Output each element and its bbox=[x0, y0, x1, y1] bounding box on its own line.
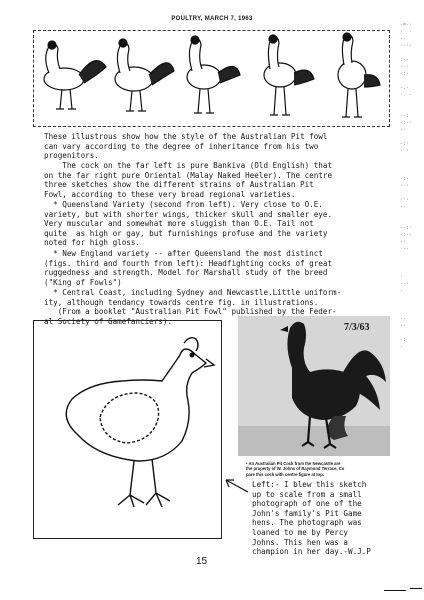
hen-outline-drawing bbox=[34, 321, 218, 535]
page-number: 15 bbox=[196, 556, 208, 567]
photo-caption: • An Australian Pit Cock from the Newcastle are the property of W. Johns of Raymond Terrace, Co pare this cock with centre figure at top. bbox=[246, 461, 345, 477]
fowl-figure bbox=[187, 36, 240, 113]
bankiva-paragraph: The cock on the far left is pure Bankiva (Old English) that on the far right pure Oriental (Malay Naked Heeler). The centre three sketches show the different strains of Australian Pit Fowl, according to these very broad regional varieties. bbox=[44, 161, 333, 199]
fowl-sketches bbox=[34, 31, 389, 126]
hen-sketch bbox=[33, 320, 222, 539]
fowl-figure bbox=[338, 33, 380, 117]
pointer-arrow-icon bbox=[220, 476, 250, 496]
page-header: POULTRY, MARCH 7, 1963 bbox=[171, 16, 253, 22]
pit-cock-image bbox=[238, 316, 390, 456]
central-coast-paragraph: * Central Coast, including Sydney and Newcastle.Little uniform- ity, although tendancy towards centre fig. in illustrations. (From a booklet "Australian Pit Fowl" published by the Feder- al Society of Gamefanciers). bbox=[44, 288, 342, 326]
sketch-note: Left:- I blew this sketch up to scale from a small photograph of one of the John's family's Pit Game hens. The photograph was loaned to me by Percy Johns. This hen was a champion in her day.-W.J.P bbox=[252, 480, 371, 557]
footer-rule bbox=[410, 588, 422, 589]
fowl-figure bbox=[44, 41, 106, 109]
photo-date: 7/3/63 bbox=[344, 322, 370, 333]
footer-rule bbox=[384, 590, 406, 591]
fowl-figure bbox=[264, 35, 314, 115]
fowl-illustrations bbox=[33, 30, 390, 127]
intro-paragraph: These illustrous show how the style of the Australian Pit fowl can vary according to the degree of inheritance from his two progenitors. bbox=[44, 132, 328, 161]
queensland-paragraph: * Queensland Variety (second from left). Very close to O.E. variety, but with shorter wings, thicker skull and smaller eye. Very muscular and somewhat more sluggish than O.E. Tail not quite as high or gay, but furnishings profuse and the variety noted for high gloss. bbox=[44, 200, 333, 248]
new-england-paragraph: * New England variety -- after Queensland the most distinct (figs. third and fourth from left): Headfighting cocks of great ruggedness and strength. Model for Marshall study of the breed ("King of Fowls") bbox=[44, 249, 333, 287]
pit-cock-photograph bbox=[238, 316, 390, 456]
margin-notes: -=-· · · -· ·-·- :-· -·· ·:· -.- · - ·-: ·:·· -· -:· · · ·:- ·-· ··- -· -·:· ·:·- -· ·-· · ·-· - ·- -· ·: - bbox=[400, 22, 413, 350]
fowl-figure bbox=[115, 39, 174, 111]
